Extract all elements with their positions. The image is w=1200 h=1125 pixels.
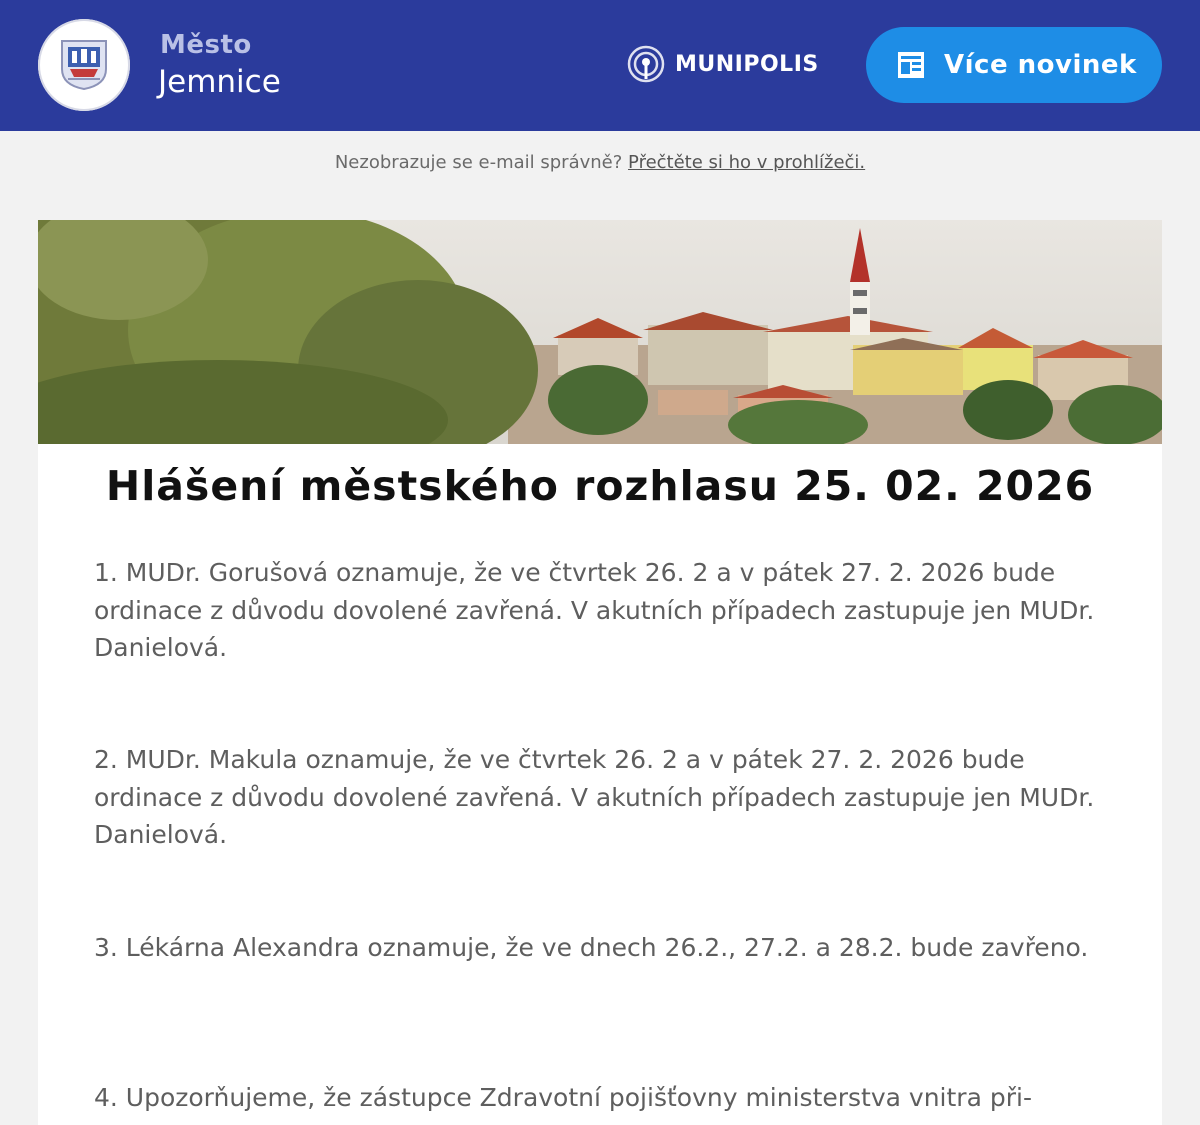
view-in-browser-notice [0,152,1200,173]
town-name: Jemnice [158,64,281,100]
announcement-item-1: 1. MUDr. Gorušová oznamuje, že ve čtvrtek 26. 2 a v pátek 27. 2. 2026 bude ordinace z důvodu dovolené zavřená. V akutních případech zastupuje jen MUDr. Danielová. [94,558,1095,662]
announcement-item-2: 2. MUDr. Makula oznamuje, že ve čtvrtek 26. 2 a v pátek 27. 2. 2026 bude ordinace z důvodu dovolené zavřená. V akutních případech zastupuje jen MUDr. Danielová. [94,745,1095,849]
broadcast-signal-icon [627,45,665,83]
header [0,0,1200,131]
news-document-icon [896,50,926,80]
town-logo[interactable] [38,19,130,111]
view-in-browser-link[interactable]: Přečtěte si ho v prohlížeči. [628,152,866,173]
announcement-item-4: 4. Upozorňujeme, že zástupce Zdravotní pojišťovny ministerstva vnitra při- [94,1083,1032,1112]
coat-of-arms-icon [60,39,108,91]
article-card [38,220,1162,1125]
announcement-item-3: 3. Lékárna Alexandra oznamuje, že ve dnech 26.2., 27.2. a 28.2. bude zavřeno. [94,933,1089,962]
article-title: Hlášení městského rozhlasu 25. 02. 2026 [105,462,1095,510]
more-news-label: Více novinek [944,50,1137,80]
town-banner-image [38,220,1162,444]
brand-name: MUNIPOLIS [675,51,819,77]
more-news-button[interactable] [866,27,1162,103]
town-prefix: Město [160,30,252,60]
munipolis-brand[interactable] [627,44,819,84]
notice-text: Nezobrazuje se e-mail správně? [334,152,623,173]
